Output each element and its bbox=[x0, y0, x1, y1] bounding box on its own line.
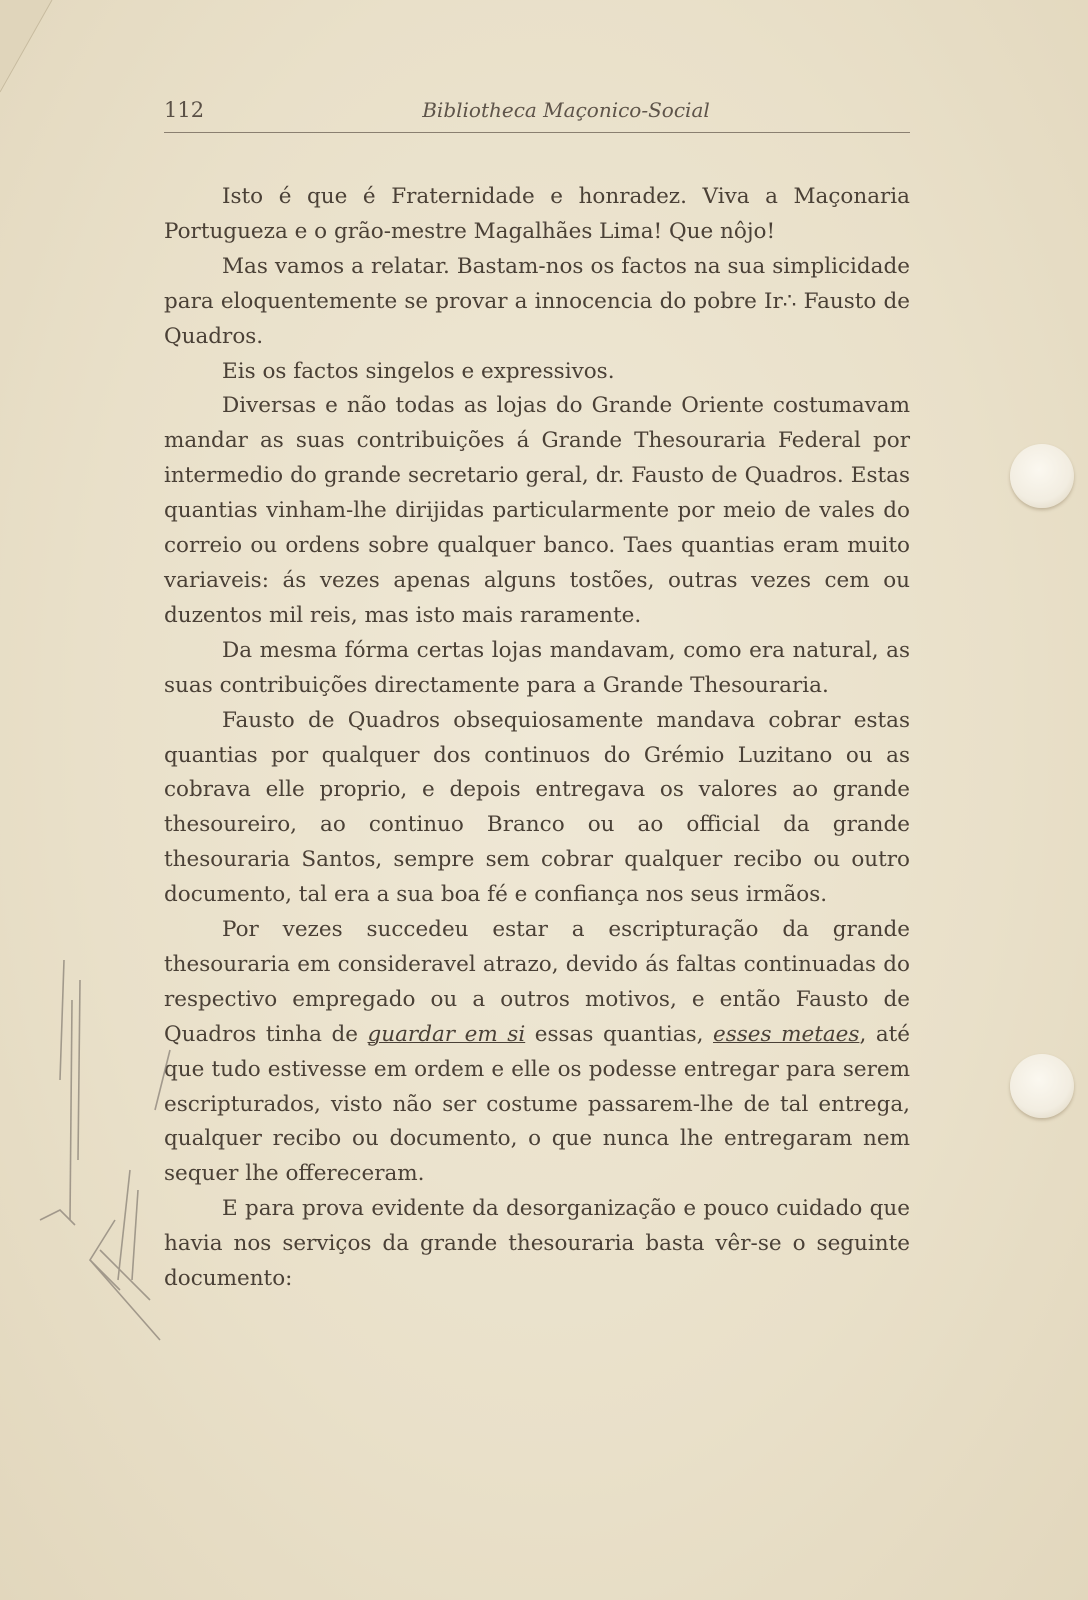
paragraph-text: Isto é que é Fraternidade e honradez. Viva a Maçonaria Portugueza e o grão-mestre Magalhães Lima! Que nôjo! bbox=[164, 184, 910, 244]
paragraph-text: Mas vamos a relatar. Bastam-nos os factos na sua simplicidade para eloquentemente se provar a innocencia do pobre Ir∴ Fausto de Quadros. bbox=[164, 253, 910, 349]
paragraph-text: , até que tudo estivesse em ordem e elle os podesse entregar para serem escripturados, visto não ser costume passarem-lhe de tal entrega, qualquer recibo ou documento, o que nunca lhe entregaram nem sequer lhe offereceram. bbox=[164, 1021, 911, 1187]
running-title: Bibliotheca Maçonico-Social bbox=[422, 98, 710, 122]
paragraph bbox=[164, 250, 910, 355]
paragraph bbox=[164, 389, 910, 633]
corner-fold-mark bbox=[0, 0, 120, 120]
paragraph bbox=[164, 1192, 910, 1297]
punch-hole-upper bbox=[1010, 444, 1074, 508]
body-text bbox=[164, 180, 910, 1297]
paragraph bbox=[164, 704, 910, 913]
paragraph-text: E para prova evidente da desorganização e pouco cuidado que havia nos serviços da grande thesouraria basta vêr-se o seguinte documento: bbox=[164, 1196, 910, 1292]
margin-pencil-marks bbox=[20, 960, 180, 1360]
paragraph bbox=[164, 913, 910, 1192]
italic-phrase: guardar em si bbox=[367, 1021, 526, 1047]
paragraph-text: Fausto de Quadros obsequiosamente mandava cobrar estas quantias por qualquer dos continuos do Grémio Luzitano ou as cobrava elle proprio, e depois entregava os valores ao grande thesoureiro, ao continuo Branco ou ao official da grande thesouraria Santos, sempre sem cobrar qualquer recibo ou outro documento, tal era a sua boa fé e confiança nos seus irmãos. bbox=[164, 707, 910, 908]
paragraph-text: Eis os factos singelos e expressivos. bbox=[222, 358, 615, 384]
page-header bbox=[164, 98, 908, 134]
paragraph bbox=[164, 180, 910, 250]
italic-phrase: esses metaes bbox=[713, 1021, 860, 1047]
paragraph-text: essas quantias, bbox=[525, 1021, 713, 1047]
paragraph-text: Da mesma fórma certas lojas mandavam, como era natural, as suas contribuições directamente para a Grande Thesouraria. bbox=[164, 637, 910, 698]
paragraph-text: Por vezes succedeu estar a escripturação da grande thesouraria em consideravel atrazo, devido ás faltas continuadas do respectivo empregado ou a outros motivos, e então Fausto de Quadros tinha de bbox=[164, 917, 910, 1047]
header-rule bbox=[164, 132, 910, 133]
page-number: 112 bbox=[164, 98, 205, 122]
punch-hole-lower bbox=[1010, 1054, 1074, 1118]
paragraph-text: Diversas e não todas as lojas do Grande Oriente costumavam mandar as suas contribuições á Grande Thesouraria Federal por intermedio do grande secretario geral, dr. Fausto de Quadros. Estas quantias vinham-lhe dirijidas particularmente por meio de vales do correio ou ordens sobre qualquer banco. Taes quantias eram muito variaveis: ás vezes apenas alguns tostões, outras vezes cem ou duzentos mil reis, mas isto mais raramente. bbox=[164, 393, 910, 628]
paragraph bbox=[164, 634, 910, 704]
paragraph bbox=[164, 355, 910, 390]
